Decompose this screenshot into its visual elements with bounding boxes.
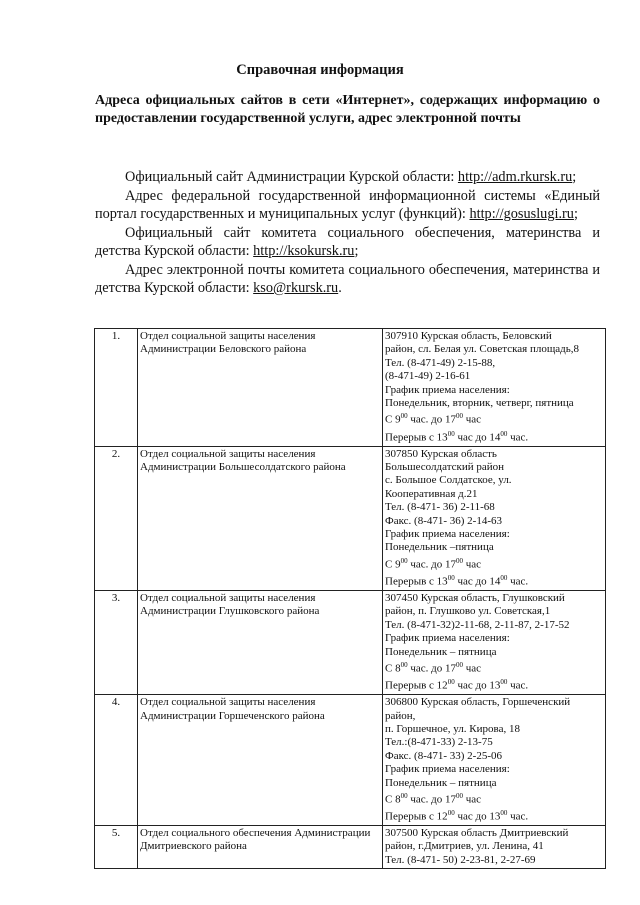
offices-table: [94, 328, 606, 869]
contact-line: 307910 Курская область, Беловский: [385, 330, 552, 342]
department-contacts: [383, 590, 606, 694]
page-subtitle: Адреса официальных сайтов в сети «Интернет», содержащих информацию о предоставлении государственной услуги, адрес электронной почты: [95, 93, 600, 126]
minutes-superscript: 00: [400, 412, 408, 421]
intro-punct: ;: [573, 206, 578, 222]
break-hours-line: [385, 676, 603, 693]
minutes-superscript: 00: [447, 429, 455, 438]
contact-line: район, г.Дмитриев, ул. Ленина, 41: [385, 840, 544, 853]
minutes-superscript: 00: [456, 791, 463, 800]
hours-text: час: [463, 793, 482, 806]
contact-line: Понедельник –пятница: [385, 541, 494, 554]
minutes-superscript: 00: [500, 429, 508, 438]
work-hours-line: [385, 659, 603, 676]
contact-line: Тел.:(8-471-33) 2-13-75: [385, 736, 493, 749]
work-hours-line: [385, 555, 603, 572]
hours-text: час.: [507, 431, 529, 444]
intro-gosuslugi: [95, 187, 600, 224]
intro-kso-site: [95, 224, 600, 261]
break-hours-line: [385, 428, 603, 445]
intro-kso-email-text: Адрес электронной почты комитета социального обеспечения, материнства и детства Курской области:: [95, 261, 600, 296]
hours-text: час.: [507, 575, 529, 588]
department-contacts: [383, 826, 606, 869]
contact-line: Понедельник, вторник, четверг, пятница: [385, 397, 574, 410]
hours-text: С 8: [385, 662, 401, 675]
table-row: [95, 329, 606, 447]
contact-line: Большесолдатский район: [385, 460, 505, 473]
contact-line: район, п. Глушково ул. Советская,1: [385, 605, 551, 618]
kso-email-link[interactable]: kso@rkursk.ru: [253, 280, 339, 296]
hours-text: С 9: [385, 558, 401, 571]
hours-text: час до 13: [454, 810, 501, 823]
minutes-superscript: 00: [400, 660, 408, 669]
table-row: [95, 826, 606, 869]
contact-line: район,: [385, 709, 416, 722]
hours-text: С 8: [385, 793, 401, 806]
break-hours-line: [385, 807, 603, 824]
hours-text: час. до 17: [407, 414, 456, 427]
department-name: Отдел социальной защиты населения Администрации Беловского района: [138, 329, 383, 447]
contact-line: 307500 Курская область Дмитриевский: [385, 827, 569, 840]
intro-punct: ;: [354, 243, 359, 259]
minutes-superscript: 00: [456, 556, 463, 565]
intro-section: [95, 168, 600, 298]
page-title: Справочная информация: [236, 62, 404, 78]
row-number: 5.: [95, 826, 138, 869]
intro-admin-site: [95, 168, 600, 187]
minutes-superscript: 00: [456, 412, 463, 421]
gosuslugi-link[interactable]: http://gosuslugi.ru: [469, 206, 574, 222]
contact-line: Понедельник – пятница: [385, 776, 497, 789]
work-hours-line: [385, 410, 603, 427]
department-name: Отдел социальной защиты населения Администрации Большесолдатского района: [138, 446, 383, 590]
intro-kso-site-text: Официальный сайт комитета социального обеспечения, материнства и детства Курской области:: [95, 224, 600, 259]
hours-text: Перерыв с 12: [385, 679, 448, 692]
department-name: Отдел социального обеспечения Администрации Дмитриевского района: [138, 826, 383, 869]
admin-site-link[interactable]: http://adm.rkursk.ru: [457, 169, 573, 185]
hours-text: час: [463, 662, 482, 675]
contact-line: 306800 Курская область, Горшеченский: [385, 696, 571, 709]
hours-text: час: [463, 558, 482, 571]
hours-text: час. до 17: [407, 662, 456, 675]
contact-line: График приема населения:: [385, 383, 510, 396]
contact-line: п. Горшечное, ул. Кирова, 18: [385, 722, 520, 735]
hours-text: час до 14: [454, 431, 501, 444]
hours-text: час: [463, 414, 482, 427]
contact-line: Тел. (8-471- 36) 2-11-68: [385, 501, 495, 514]
hours-text: час до 14: [454, 575, 501, 588]
kso-site-link[interactable]: http://ksokursk.ru: [253, 243, 355, 259]
department-name: Отдел социальной защиты населения Администрации Глушковского района: [138, 590, 383, 694]
minutes-superscript: 00: [500, 573, 508, 582]
minutes-superscript: 00: [400, 556, 408, 565]
contact-line: (8-471-49) 2-16-61: [385, 370, 471, 383]
department-contacts: [383, 695, 606, 826]
contact-line: район, сл. Белая ул. Советская площадь,8: [385, 343, 580, 356]
intro-kso-email: [95, 261, 600, 298]
minutes-superscript: 00: [447, 573, 455, 582]
hours-text: час. до 17: [407, 793, 456, 806]
contact-line: с. Большое Солдатское, ул.: [385, 474, 512, 487]
contact-line: Факс. (8-471- 33) 2-25-06: [385, 749, 503, 762]
contact-line: График приема населения:: [385, 632, 510, 645]
intro-admin-site-text: Официальный сайт Администрации Курской области:: [125, 169, 458, 185]
hours-text: час.: [507, 810, 529, 823]
contact-line: Кооперативная д.21: [385, 487, 478, 500]
work-hours-line: [385, 790, 603, 807]
contact-line: Тел. (8-471- 50) 2-23-81, 2-27-69: [385, 853, 536, 866]
minutes-superscript: 00: [456, 660, 463, 669]
department-name: Отдел социальной защиты населения Администрации Горшеченского района: [138, 695, 383, 826]
contact-line: Понедельник – пятница: [385, 645, 497, 658]
intro-punct: .: [338, 280, 342, 296]
row-number: 4.: [95, 695, 138, 826]
minutes-superscript: 00: [447, 678, 455, 687]
hours-text: Перерыв с 13: [385, 431, 448, 444]
contact-line: Факс. (8-471- 36) 2-14-63: [385, 514, 503, 527]
hours-text: час до 13: [454, 679, 501, 692]
table-row: [95, 695, 606, 826]
hours-text: час. до 17: [407, 558, 456, 571]
contact-line: Тел. (8-471-49) 2-15-88,: [385, 356, 496, 369]
minutes-superscript: 00: [447, 809, 455, 817]
department-contacts: [383, 446, 606, 590]
intro-gosuslugi-text: Адрес федеральной государственной информационной системы «Единый портал государственных и муниципальных услуг (функций):: [95, 187, 600, 222]
row-number: 3.: [95, 590, 138, 694]
offices-table-body: [95, 329, 606, 869]
contact-line: 307450 Курская область, Глушковский: [385, 591, 565, 604]
contact-line: 307850 Курская область: [385, 447, 497, 460]
table-row: [95, 446, 606, 590]
minutes-superscript: 00: [400, 791, 408, 800]
table-row: [95, 590, 606, 694]
department-contacts: [383, 329, 606, 447]
hours-text: С 9: [385, 414, 401, 427]
hours-text: час.: [507, 679, 529, 692]
minutes-superscript: 00: [500, 678, 508, 687]
row-number: 2.: [95, 446, 138, 590]
contact-line: График приема населения:: [385, 528, 510, 540]
break-hours-line: [385, 572, 603, 589]
contact-line: График приема населения:: [385, 763, 510, 776]
minutes-superscript: 00: [500, 809, 508, 817]
intro-punct: ;: [572, 169, 577, 185]
contact-line: Тел. (8-471-32)2-11-68, 2-11-87, 2-17-52: [385, 618, 570, 631]
hours-text: Перерыв с 12: [385, 810, 448, 823]
hours-text: Перерыв с 13: [385, 575, 448, 588]
row-number: 1.: [95, 329, 138, 447]
